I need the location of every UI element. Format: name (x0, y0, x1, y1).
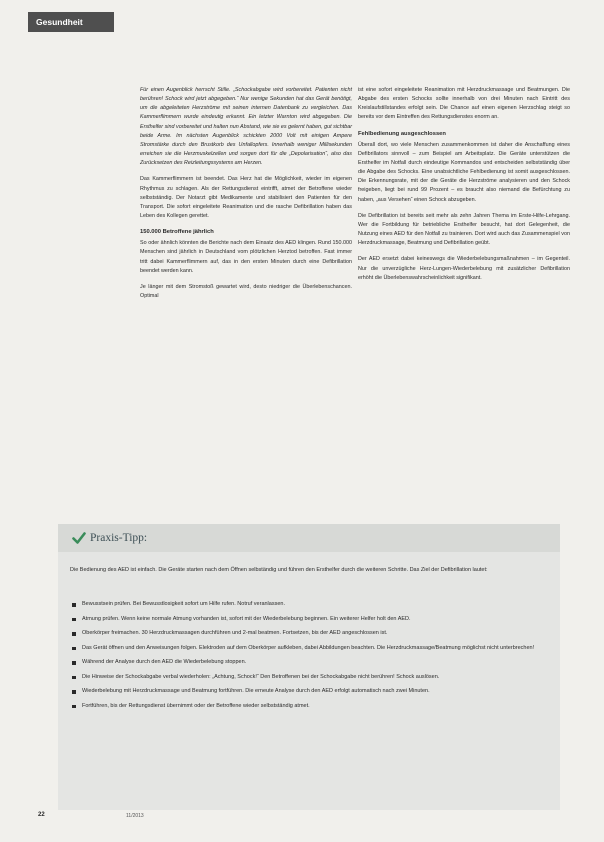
section-label: Gesundheit (28, 12, 114, 32)
body-paragraph: ist eine sofort eingeleitete Reanimation mit Herzdruckmassage und Beatmungen. Die Abgabe des ersten Schocks sollte innerhalb von drei Minuten nach Eintritt des Kreislaufstillstandes erfolgt sein. Die Chance auf einen eigenen Herzschlag steigt so bereits vor dem Eintreffen des Rettungsdienstes enorm an. (358, 87, 570, 121)
intro-paragraph: Für einen Augenblick herrscht Stille. „Schockabgabe wird vorbereitet. Patienten nicht berühren! Schock wird jetzt abgegeben.“ Nur wenige Sekunden hat das Gerät benötigt, um die abgeleiteten Herzströme mit seinen internen Datenbank zu vergleichen. Das Kammerflimmern wurde eindeutig erkannt. Ein letzter Warnton wird abgegeben. Die Ersthelfer sind vorbereitet und halten nun Abstand, wie sie es gelernt haben, gut sichtbar beide Arme. Im nächsten Augenblick schickten 2000 Volt mit einigen Ampere Stromstärke durch den Brustkorb des Unfallopfers. Innerhalb weniger Millisekunden erreichen sie die Herzmuskelzellen und sorgen dort für die „Depolarisation“, also das Zurücksetzen des Reizleitungssystems am Herzen. (140, 87, 352, 167)
body-paragraph: Die Defibrillation ist bereits seit mehr als zehn Jahren Thema im Erste-Hilfe-Lehrgang. Wer die Fortbildung für betriebliche Ersthelfer besucht, hat dort Gelegenheit, die Nutzung eines AED für den Notfall zu trainieren. Dort wird auch das Zusammenspiel von Herzdruckmassage, Beatmung und Defibrillation geübt. (358, 212, 570, 247)
article-column-right (358, 86, 570, 290)
list-item: Bewusstsein prüfen. Bei Bewusstlosigkeit sofort um Hilfe rufen. Notruf veranlassen. (72, 600, 550, 609)
issue-label: 11/2013 (126, 813, 144, 819)
page-number: 22 (38, 812, 45, 818)
practice-tip-box (58, 524, 560, 810)
checkmark-icon (72, 531, 86, 545)
body-paragraph: So oder ähnlich könnten die Berichte nach dem Einsatz des AED klingen. Rund 150.000 Menschen sind jährlich in Deutschland vom plötzlichen Herztod betroffen. Fast immer tritt dabei Kammerflimmern auf, das in den ersten Minuten durch eine Defibrillation beendet werden kann. (140, 240, 352, 274)
article-column-left (140, 86, 352, 308)
list-item: Wiederbelebung mit Herzdruckmassage und Beatmung fortführen. Die erneute Analyse durch den AED erfolgt automatisch nach zwei Minuten. (72, 687, 550, 696)
subheading: 150.000 Betroffene jährlich (140, 229, 214, 236)
list-item: Oberkörper freimachen. 30 Herzdruckmassagen durchführen und 2-mal beatmen. Fortsetzen, bis der AED angeschlossen ist. (72, 629, 550, 638)
subheading: Fehlbedienung ausgeschlossen (358, 130, 446, 137)
list-item: Fortführen, bis der Rettungsdienst übernimmt oder der Betroffene wieder selbstständig atmet. (72, 702, 550, 711)
body-paragraph: Je länger mit dem Stromstoß gewartet wird, desto niedriger die Überlebenschancen. Optimal (140, 283, 352, 299)
body-paragraph: Der AED ersetzt dabei keineswegs die Wiederbelebungsmaßnahmen – im Gegenteil. Nur die unverzügliche Herz-Lungen-Wiederbelebung mit zusätzlicher Defibrillation erhöht die Überlebenswahrscheinlichkeit signifikant. (358, 256, 570, 281)
list-item: Während der Analyse durch den AED die Wiederbelebung stoppen. (72, 658, 550, 667)
list-item: Die Hinweise der Schockabgabe verbal wiederholen: „Achtung, Schock!“ Den Betroffenen bei der Schockabgabe nicht berühren! Schock auslösen. (72, 673, 550, 682)
tip-list (72, 600, 550, 716)
list-item: Atmung prüfen. Wenn keine normale Atmung vorhanden ist, sofort mit der Wiederbelebung beginnen. Ein weiterer Helfer holt den AED. (72, 615, 550, 624)
list-item: Das Gerät öffnen und den Anweisungen folgen. Elektroden auf dem Oberkörper aufkleben, dabei Abbildungen beachten. Die Herzdruckmassage/Beatmung möglichst nicht unterbrechen! (72, 644, 550, 653)
body-paragraph: Überall dort, wo viele Menschen zusammenkommen ist daher die Anschaffung eines Defibrillators sinnvoll – zum Beispiel am Arbeitsplatz. Die Geräte unterstützen die Ersthelfer im Notfall durch eindeutige Kommandos und entscheiden selbstständig über die Abgabe des Schocks. Eine unabsichtliche Fehlbedienung ist somit ausgeschlossen. Die Erkennungsrate, mit der die Geräte die Herzströme analysieren und den Schock freigeben, liegt bei rund 99 Prozent – es braucht also niemand die Befürchtung zu haben, „aus Versehen“ einen Schock abzugeben. (358, 141, 570, 203)
tip-intro: Die Bedienung des AED ist einfach. Die Geräte starten nach dem Öffnen selbständig und führen den Ersthelfer durch die weiteren Schritte. Das Ziel der Defibrillation lautet: (70, 567, 488, 573)
body-paragraph: Das Kammerflimmern ist beendet. Das Herz hat die Möglichkeit, wieder im eigenen Rhythmus zu schlagen. Als der Rettungsdienst eintrifft, atmet der Betroffene wieder selbstständig. Der Notarzt gibt Medikamente und stabilisiert den Patienten für den Transport. Die sofort eingeleitete Reanimation und die rasche Defibrillation haben das Leben des Kollegen gerettet. (140, 176, 352, 220)
tip-title: Praxis-Tipp: (90, 532, 148, 544)
tip-header (58, 524, 560, 552)
